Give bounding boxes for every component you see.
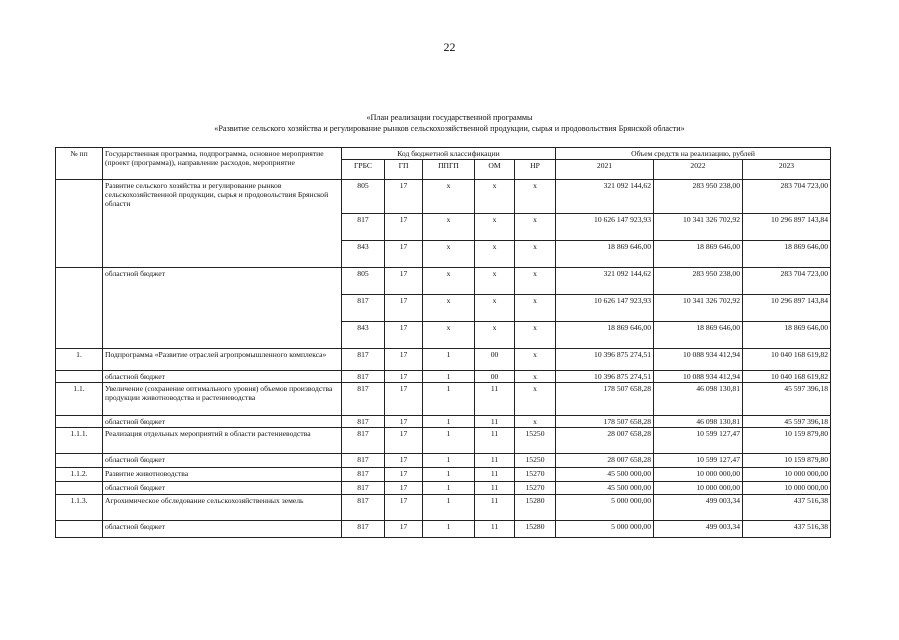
row-name: областной бюджет bbox=[103, 454, 342, 468]
cell-grbs: 817 bbox=[342, 521, 385, 538]
row-num bbox=[56, 416, 103, 428]
cell-om: 00 bbox=[475, 371, 515, 383]
cell-gp: 17 bbox=[385, 416, 423, 428]
row-name: Реализация отдельных мероприятий в области растениеводства bbox=[103, 428, 342, 454]
cell-gp: 17 bbox=[385, 428, 423, 454]
row-name: областной бюджет bbox=[103, 371, 342, 383]
cell-om: 11 bbox=[475, 416, 515, 428]
cell-om: х bbox=[475, 295, 515, 322]
table-row bbox=[56, 468, 831, 482]
cell-nr: х bbox=[515, 416, 556, 428]
cell-2021: 178 507 658,28 bbox=[556, 416, 654, 428]
cell-grbs: 817 bbox=[342, 349, 385, 371]
cell-om: 11 bbox=[475, 454, 515, 468]
cell-2021: 45 500 000,00 bbox=[556, 468, 654, 482]
row-name: Развитие животноводства bbox=[103, 468, 342, 482]
cell-om: 11 bbox=[475, 521, 515, 538]
cell-gp: 17 bbox=[385, 322, 423, 349]
cell-2023: 10 000 000,00 bbox=[743, 468, 831, 482]
plan-table bbox=[55, 147, 831, 538]
cell-2022: 46 098 130,81 bbox=[654, 383, 743, 416]
cell-2021: 18 869 646,00 bbox=[556, 322, 654, 349]
table-row bbox=[56, 268, 831, 295]
cell-gp: 17 bbox=[385, 495, 423, 521]
cell-om: 11 bbox=[475, 495, 515, 521]
cell-2021: 45 500 000,00 bbox=[556, 482, 654, 495]
cell-ppgp: 1 bbox=[423, 371, 475, 383]
cell-ppgp: 1 bbox=[423, 521, 475, 538]
cell-om: х bbox=[475, 180, 515, 214]
header-om: ОМ bbox=[475, 160, 515, 180]
cell-2022: 10 088 934 412,94 bbox=[654, 349, 743, 371]
cell-ppgp: х bbox=[423, 268, 475, 295]
cell-nr: 15270 bbox=[515, 482, 556, 495]
cell-2023: 10 000 000,00 bbox=[743, 482, 831, 495]
row-num bbox=[56, 482, 103, 495]
cell-nr: 15280 bbox=[515, 521, 556, 538]
cell-ppgp: 1 bbox=[423, 428, 475, 454]
row-num: 1. bbox=[56, 349, 103, 371]
cell-grbs: 843 bbox=[342, 322, 385, 349]
row-name: Агрохимическое обследование сельскохозяйственных земель bbox=[103, 495, 342, 521]
cell-2022: 283 950 238,00 bbox=[654, 180, 743, 214]
cell-ppgp: 1 bbox=[423, 349, 475, 371]
header-grbs: ГРБС bbox=[342, 160, 385, 180]
cell-gp: 17 bbox=[385, 454, 423, 468]
row-name: Развитие сельского хозяйства и регулирование рынков сельскохозяйственной продукции, сырья и продовольствия Брянской области bbox=[103, 180, 342, 268]
cell-ppgp: 1 bbox=[423, 468, 475, 482]
cell-grbs: 817 bbox=[342, 416, 385, 428]
header-nr: НР bbox=[515, 160, 556, 180]
cell-gp: 17 bbox=[385, 383, 423, 416]
table-row bbox=[56, 416, 831, 428]
cell-2021: 10 396 875 274,51 bbox=[556, 349, 654, 371]
row-name: областной бюджет bbox=[103, 482, 342, 495]
row-name: областной бюджет bbox=[103, 268, 342, 349]
cell-2022: 18 869 646,00 bbox=[654, 241, 743, 268]
table-row bbox=[56, 482, 831, 495]
cell-2023: 10 296 897 143,84 bbox=[743, 214, 831, 241]
cell-2021: 10 626 147 923,93 bbox=[556, 214, 654, 241]
cell-2023: 18 869 646,00 bbox=[743, 322, 831, 349]
cell-ppgp: 1 bbox=[423, 454, 475, 468]
cell-om: х bbox=[475, 322, 515, 349]
row-num bbox=[56, 521, 103, 538]
cell-nr: х bbox=[515, 180, 556, 214]
cell-ppgp: х bbox=[423, 322, 475, 349]
row-name: областной бюджет bbox=[103, 416, 342, 428]
cell-gp: 17 bbox=[385, 268, 423, 295]
title-line-2: «Развитие сельского хозяйства и регулирование рынков сельскохозяйственной продукции, сырья и продовольствия Брянской области» bbox=[214, 124, 685, 133]
cell-2021: 321 092 144,62 bbox=[556, 180, 654, 214]
cell-ppgp: 1 bbox=[423, 482, 475, 495]
cell-2023: 45 597 396,18 bbox=[743, 383, 831, 416]
cell-ppgp: 1 bbox=[423, 383, 475, 416]
cell-om: х bbox=[475, 268, 515, 295]
cell-2021: 10 626 147 923,93 bbox=[556, 295, 654, 322]
cell-gp: 17 bbox=[385, 482, 423, 495]
cell-2021: 321 092 144,62 bbox=[556, 268, 654, 295]
table-row bbox=[56, 180, 831, 214]
document-title bbox=[40, 112, 859, 134]
cell-2023: 283 704 723,00 bbox=[743, 268, 831, 295]
title-line-1: «План реализации государственной программы bbox=[366, 113, 533, 122]
cell-2022: 283 950 238,00 bbox=[654, 268, 743, 295]
cell-grbs: 817 bbox=[342, 214, 385, 241]
table-row bbox=[56, 383, 831, 416]
cell-2023: 437 516,38 bbox=[743, 495, 831, 521]
cell-2022: 10 341 326 702,92 bbox=[654, 214, 743, 241]
cell-om: 11 bbox=[475, 468, 515, 482]
cell-2023: 283 704 723,00 bbox=[743, 180, 831, 214]
cell-gp: 17 bbox=[385, 521, 423, 538]
cell-nr: 15270 bbox=[515, 468, 556, 482]
cell-2021: 28 007 658,28 bbox=[556, 428, 654, 454]
table-row bbox=[56, 495, 831, 521]
cell-2021: 10 396 875 274,51 bbox=[556, 371, 654, 383]
header-name: Государственная программа, подпрограмма, основное мероприятие (проект (программа)), направление расходов, мероприятие bbox=[103, 148, 342, 180]
cell-om: 11 bbox=[475, 482, 515, 495]
cell-om: 11 bbox=[475, 428, 515, 454]
cell-2023: 10 040 168 619,82 bbox=[743, 371, 831, 383]
cell-gp: 17 bbox=[385, 371, 423, 383]
row-num: 1.1.3. bbox=[56, 495, 103, 521]
cell-om: 00 bbox=[475, 349, 515, 371]
cell-2022: 499 003,34 bbox=[654, 495, 743, 521]
cell-2023: 18 869 646,00 bbox=[743, 241, 831, 268]
table-row bbox=[56, 521, 831, 538]
header-2023: 2023 bbox=[743, 160, 831, 180]
cell-ppgp: х bbox=[423, 180, 475, 214]
table-row bbox=[56, 371, 831, 383]
cell-nr: х bbox=[515, 268, 556, 295]
cell-2021: 5 000 000,00 bbox=[556, 495, 654, 521]
cell-ppgp: 1 bbox=[423, 495, 475, 521]
table-row bbox=[56, 349, 831, 371]
cell-grbs: 817 bbox=[342, 383, 385, 416]
row-num bbox=[56, 268, 103, 349]
row-num bbox=[56, 454, 103, 468]
cell-ppgp: х bbox=[423, 241, 475, 268]
cell-2021: 178 507 658,28 bbox=[556, 383, 654, 416]
table-row bbox=[56, 454, 831, 468]
cell-2023: 10 159 879,80 bbox=[743, 454, 831, 468]
row-num: 1.1. bbox=[56, 383, 103, 416]
header-ppgp: ППГП bbox=[423, 160, 475, 180]
cell-2023: 437 516,38 bbox=[743, 521, 831, 538]
cell-gp: 17 bbox=[385, 468, 423, 482]
cell-gp: 17 bbox=[385, 180, 423, 214]
cell-nr: 15250 bbox=[515, 428, 556, 454]
cell-2022: 10 000 000,00 bbox=[654, 468, 743, 482]
cell-2022: 46 098 130,81 bbox=[654, 416, 743, 428]
header-gp: ГП bbox=[385, 160, 423, 180]
row-name: областной бюджет bbox=[103, 521, 342, 538]
cell-2023: 45 597 396,18 bbox=[743, 416, 831, 428]
cell-2022: 10 599 127,47 bbox=[654, 454, 743, 468]
cell-2022: 10 000 000,00 bbox=[654, 482, 743, 495]
table-header bbox=[56, 148, 831, 180]
cell-nr: х bbox=[515, 383, 556, 416]
cell-om: 11 bbox=[475, 383, 515, 416]
cell-2021: 28 007 658,28 bbox=[556, 454, 654, 468]
cell-2023: 10 296 897 143,84 bbox=[743, 295, 831, 322]
cell-grbs: 817 bbox=[342, 482, 385, 495]
header-code-group: Код бюджетной классификации bbox=[342, 148, 556, 160]
cell-2022: 10 341 326 702,92 bbox=[654, 295, 743, 322]
cell-2023: 10 159 879,80 bbox=[743, 428, 831, 454]
cell-grbs: 817 bbox=[342, 428, 385, 454]
row-num: 1.1.2. bbox=[56, 468, 103, 482]
row-num: 1.1.1. bbox=[56, 428, 103, 454]
cell-om: х bbox=[475, 241, 515, 268]
cell-grbs: 805 bbox=[342, 268, 385, 295]
cell-ppgp: 1 bbox=[423, 416, 475, 428]
cell-ppgp: х bbox=[423, 214, 475, 241]
row-num bbox=[56, 180, 103, 268]
cell-nr: х bbox=[515, 241, 556, 268]
cell-gp: 17 bbox=[385, 214, 423, 241]
header-amount-group: Объем средств на реализацию, рублей bbox=[556, 148, 831, 160]
cell-2022: 18 869 646,00 bbox=[654, 322, 743, 349]
cell-nr: х bbox=[515, 214, 556, 241]
row-name: Подпрограмма «Развитие отраслей агропромышленного комплекса» bbox=[103, 349, 342, 371]
cell-2021: 5 000 000,00 bbox=[556, 521, 654, 538]
cell-2022: 10 088 934 412,94 bbox=[654, 371, 743, 383]
cell-om: х bbox=[475, 214, 515, 241]
header-num: № пп bbox=[56, 148, 103, 180]
cell-gp: 17 bbox=[385, 241, 423, 268]
cell-grbs: 817 bbox=[342, 371, 385, 383]
cell-nr: х bbox=[515, 295, 556, 322]
page-number: 22 bbox=[443, 40, 456, 54]
cell-nr: х bbox=[515, 322, 556, 349]
row-name: Увеличение (сохранение оптимального уровня) объемов производства продукции животноводства и растениеводства bbox=[103, 383, 342, 416]
cell-2023: 10 040 168 619,82 bbox=[743, 349, 831, 371]
cell-grbs: 805 bbox=[342, 180, 385, 214]
cell-nr: х bbox=[515, 371, 556, 383]
cell-gp: 17 bbox=[385, 349, 423, 371]
cell-grbs: 817 bbox=[342, 295, 385, 322]
cell-grbs: 843 bbox=[342, 241, 385, 268]
table-row bbox=[56, 428, 831, 454]
cell-2022: 499 003,34 bbox=[654, 521, 743, 538]
header-2022: 2022 bbox=[654, 160, 743, 180]
cell-nr: 15280 bbox=[515, 495, 556, 521]
cell-grbs: 817 bbox=[342, 495, 385, 521]
cell-nr: 15250 bbox=[515, 454, 556, 468]
row-num bbox=[56, 371, 103, 383]
cell-grbs: 817 bbox=[342, 454, 385, 468]
cell-ppgp: х bbox=[423, 295, 475, 322]
cell-2021: 18 869 646,00 bbox=[556, 241, 654, 268]
cell-2022: 10 599 127,47 bbox=[654, 428, 743, 454]
cell-nr: х bbox=[515, 349, 556, 371]
table-body bbox=[56, 180, 831, 538]
cell-grbs: 817 bbox=[342, 468, 385, 482]
header-2021: 2021 bbox=[556, 160, 654, 180]
cell-gp: 17 bbox=[385, 295, 423, 322]
